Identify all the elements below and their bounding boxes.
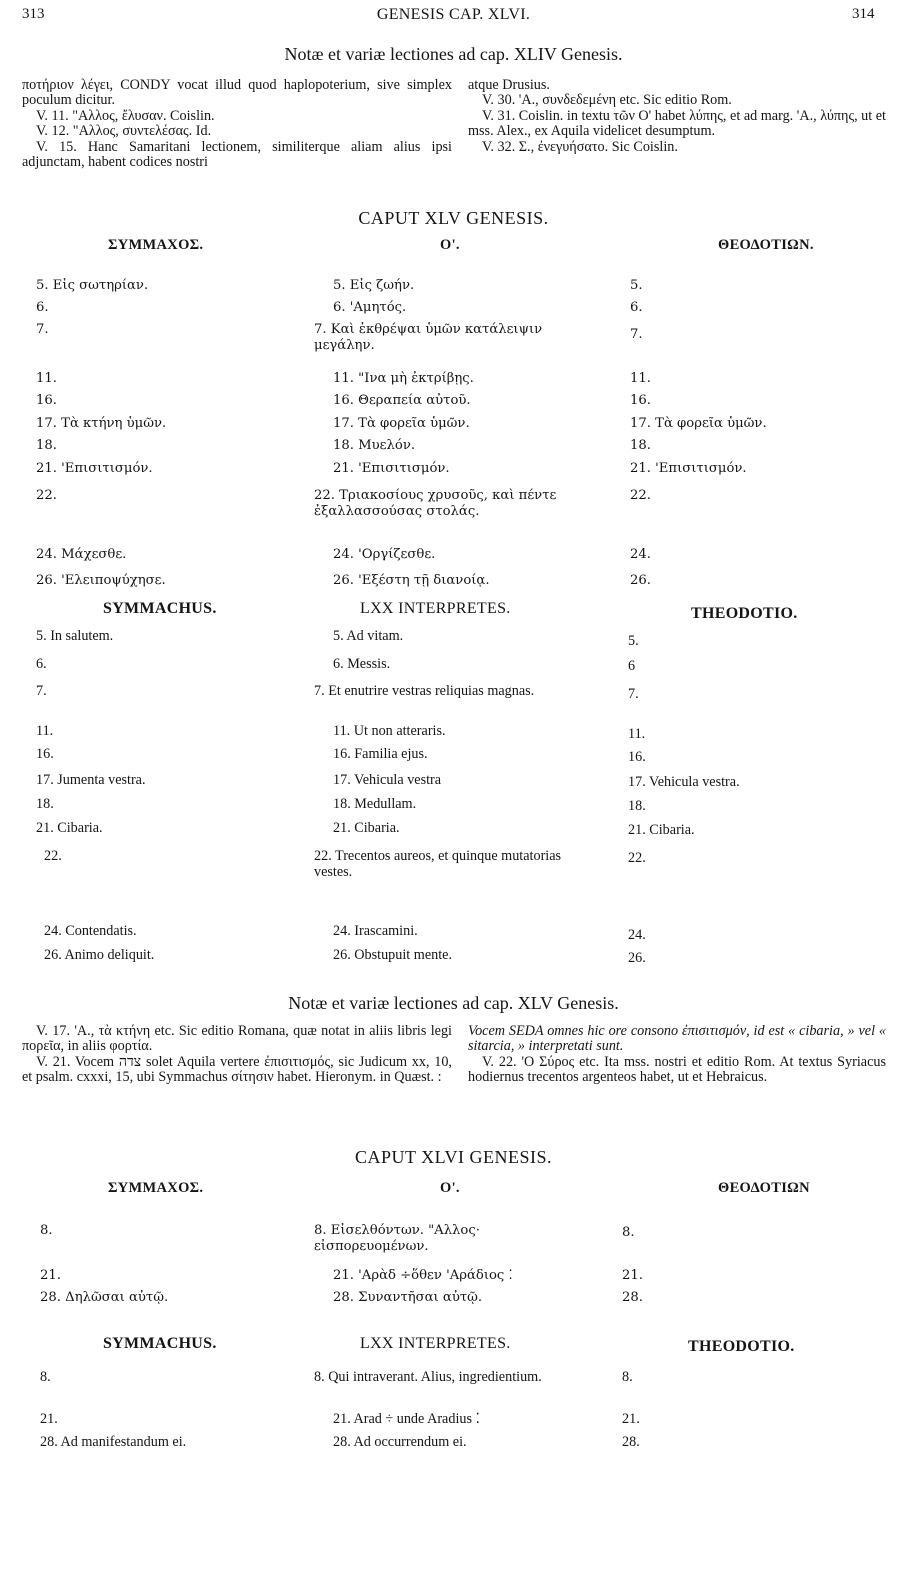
caput-45-latin-head-lxx: LXX INTERPRETES.: [360, 600, 511, 617]
caput-45-latin-head-symmachus: SYMMACHUS.: [103, 600, 217, 617]
table-cell: 18. Μυελόν.: [333, 438, 416, 453]
table-cell: 26.: [630, 573, 651, 588]
caput-46-latin-head-lxx: LXX INTERPRETES.: [360, 1335, 511, 1352]
caput-46-greek-head-theodotion: ΘΕΟΔΟΤΙΩΝ: [718, 1180, 810, 1196]
note-paragraph: atque Drusius.: [468, 77, 550, 93]
caput-46-greek-head-lxx: O'.: [440, 1180, 460, 1196]
table-cell: 18.: [628, 798, 646, 814]
table-cell: 28. Δηλῶσαι αὐτῷ.: [40, 1290, 169, 1305]
table-cell: 28. Ad manifestandum ei.: [40, 1434, 187, 1450]
table-cell: 18.: [36, 438, 57, 453]
table-cell: 22.: [630, 488, 651, 503]
table-cell: 22. Trecentos aureos, et quinque mutatorias vestes.: [314, 848, 562, 880]
table-cell: 28. Συναντῆσαι αὐτῷ.: [333, 1290, 483, 1305]
caput-46-title: CAPUT XLVI GENESIS.: [354, 1147, 553, 1167]
table-cell: 7.: [36, 683, 47, 699]
table-cell: 21. 'Επισιτισμόν.: [630, 461, 747, 476]
table-cell: 11.: [630, 371, 651, 386]
table-cell: 8.: [40, 1369, 51, 1385]
table-cell: 6.: [36, 300, 49, 315]
table-cell: 16.: [630, 393, 651, 408]
table-cell: 24.: [630, 547, 651, 562]
note-paragraph: V. 31. Coislin. in textu τῶν O' habet λύπης, et ad marg. 'Α., λύπης, ut et mss. Alex., ex Aquila videlicet desumptum.: [468, 107, 886, 140]
note-paragraph: V. 12. "Αλλος, συντελέσας. Id.: [36, 123, 212, 140]
running-title: GENESIS CAP. XLVI.: [376, 6, 531, 23]
table-cell: 21.: [40, 1411, 58, 1427]
table-cell: 22.: [36, 488, 57, 503]
table-cell: 11. "Ινα μὴ ἐκτρίβῃς.: [333, 371, 474, 386]
table-cell: 24. Μάχεσθε.: [36, 547, 127, 562]
table-cell: 21. 'Επισιτισμόν.: [36, 461, 153, 476]
page-number-right: 314: [852, 6, 875, 22]
table-cell: 26. Animo deliquit.: [44, 947, 155, 963]
table-cell: 21. 'Επισιτισμόν.: [333, 461, 450, 476]
table-cell: 24. 'Οργίζεσθε.: [333, 547, 436, 562]
table-cell: 6.: [630, 300, 643, 315]
caput-46-greek-head-symmachus: ΣΥΜΜΑΧΟΣ.: [108, 1180, 204, 1196]
table-cell: 16.: [36, 746, 54, 762]
table-cell: 8.: [40, 1223, 53, 1238]
note-paragraph: V. 17. 'Α., τὰ κτήνη etc. Sic editio Romana, quæ notat in aliis libris legi πορεῖα, in aliis φορτία.: [22, 1023, 452, 1055]
table-cell: 17. Τὰ φορεῖα ὑμῶν.: [630, 416, 767, 431]
caput-45-title: CAPUT XLV GENESIS.: [358, 208, 549, 228]
table-cell: 5. Ad vitam.: [333, 628, 404, 644]
table-cell: 7.: [36, 322, 49, 337]
caput-46-latin-head-symmachus: SYMMACHUS.: [103, 1335, 217, 1352]
table-cell: 5.: [628, 633, 639, 649]
note-paragraph: V. 21. Vocem צדה solet Aquila vertere ἐπισιτισμός, sic Judicum xx, 10, et psalm. cxxxi, 15, ubi Symmachus σίτησιν habet. Hieronym. in Quæst. :: [22, 1053, 452, 1086]
table-cell: 22. Τριακοσίους χρυσοῦς, καὶ πέντε ἐξαλλασσούσας στολάς.: [314, 488, 557, 519]
table-cell: 21.: [622, 1268, 643, 1283]
note-paragraph: ποτήριον λέγει, CONDY vocat illud quod haplopoterium, sive simplex poculum dicitur.: [22, 77, 452, 109]
table-cell: 16. Θεραπεία αὐτοῦ.: [333, 393, 471, 408]
notes-45-left-column: [22, 1024, 452, 1086]
table-cell: 17. Τὰ κτήνη ὑμῶν.: [36, 416, 167, 431]
table-cell: 21. Cibaria.: [628, 822, 695, 838]
caput-45-greek-head-lxx: O'.: [440, 237, 460, 253]
table-cell: 21. Arad ÷ unde Aradius ⁚: [333, 1411, 481, 1427]
table-cell: 24.: [628, 927, 646, 943]
table-cell: 8.: [622, 1225, 635, 1240]
table-cell: 6. 'Αμητός.: [333, 300, 407, 315]
table-cell: 16.: [36, 393, 57, 408]
table-cell: 21. Cibaria.: [333, 820, 400, 836]
caput-45-greek-head-symmachus: ΣΥΜΜΑΧΟΣ.: [108, 237, 204, 253]
table-cell: 5. In salutem.: [36, 628, 114, 644]
table-cell: 28. Ad occurrendum ei.: [333, 1434, 467, 1450]
note-paragraph: V. 11. "Αλλος, ἔλυσαν. Coislin.: [36, 107, 215, 124]
caput-46-latin-head-theodotio: THEODOTIO.: [688, 1338, 795, 1355]
table-cell: 7.: [628, 686, 639, 702]
note-paragraph: Vocem SEDA omnes hic ore consono ἐπισιτισμόν, id est « cibaria, » vel « sitarcia, » interpretati sunt.: [468, 1023, 886, 1055]
table-cell: 5.: [630, 278, 643, 293]
table-cell: 16.: [628, 749, 646, 765]
table-cell: 8. Εἰσελθόντων. "Αλλος· εἰσπορευομένων.: [314, 1223, 480, 1254]
table-cell: 6: [628, 658, 636, 674]
table-cell: 6. Messis.: [333, 656, 391, 672]
notes-45-right-column: [468, 1024, 886, 1086]
table-cell: 7. Καὶ ἐκθρέψαι ὑμῶν κατάλειψιν μεγάλην.: [314, 322, 543, 353]
caput-45-greek-head-theodotion: ΘΕΟΔΟΤΙΩΝ.: [718, 237, 814, 253]
table-cell: 17. Vehicula vestra.: [628, 774, 740, 790]
table-cell: 26. 'Εξέστη τῇ διανοίᾳ.: [333, 573, 490, 588]
table-cell: 21. Cibaria.: [36, 820, 103, 836]
table-cell: 26. Obstupuit mente.: [333, 947, 453, 963]
table-cell: 18. Medullam.: [333, 796, 417, 812]
note-paragraph: V. 22. 'Ο Σύρος etc. Ita mss. nostri et editio Rom. At textus Syriacus hodiernus trecentos argenteos habet, ut et Hebraicus.: [468, 1053, 886, 1086]
table-cell: 7. Et enutrire vestras reliquias magnas.: [314, 683, 535, 699]
table-cell: 18.: [630, 438, 651, 453]
note-paragraph: V. 30. 'Α., συνδεδεμένη etc. Sic editio Rom.: [482, 92, 732, 109]
table-cell: 26.: [628, 950, 646, 966]
page-number-left: 313: [22, 6, 45, 22]
table-cell: 11.: [36, 371, 57, 386]
table-cell: 17. Vehicula vestra: [333, 772, 442, 788]
table-cell: 11. Ut non atteraris.: [333, 723, 446, 739]
table-cell: 17. Τὰ φορεῖα ὑμῶν.: [333, 416, 470, 431]
table-cell: 5. Εἰς ζωήν.: [333, 278, 415, 293]
table-cell: 21. 'Αρὰδ ÷ὅθεν 'Αράδιος ⁚: [333, 1268, 513, 1283]
notes-44-title: Notæ et variæ lectiones ad cap. XLIV Genesis.: [284, 44, 623, 64]
note-paragraph: V. 32. Σ., ἐνεγυήσατο. Sic Coislin.: [482, 138, 678, 155]
table-cell: 7.: [630, 327, 643, 342]
note-paragraph: V. 15. Hanc Samaritani lectionem, similiterque aliam alius ipsi adjunctam, habent codices nostri: [22, 138, 452, 171]
table-cell: 6.: [36, 656, 47, 672]
table-cell: 21.: [40, 1268, 61, 1283]
table-cell: 5. Εἰς σωτηρίαν.: [36, 278, 149, 293]
table-cell: 24. Irascamini.: [333, 923, 418, 939]
table-cell: 18.: [36, 796, 54, 812]
table-cell: 22.: [628, 850, 646, 866]
notes-44-right-column: [468, 78, 886, 155]
notes-44-left-column: [22, 78, 452, 170]
table-cell: 8. Qui intraverant. Alius, ingredientium.: [314, 1369, 542, 1385]
table-cell: 8.: [622, 1369, 633, 1385]
table-cell: 22.: [44, 848, 62, 864]
table-cell: 26. 'Ελειποψύχησε.: [36, 573, 166, 588]
table-cell: 11.: [628, 726, 646, 742]
table-cell: 21.: [622, 1411, 640, 1427]
table-cell: 28.: [622, 1290, 643, 1305]
caput-45-latin-head-theodotio: THEODOTIO.: [691, 605, 798, 622]
notes-45-title: Notæ et variæ lectiones ad cap. XLV Genesis.: [288, 993, 619, 1013]
table-cell: 16. Familia ejus.: [333, 746, 428, 762]
table-cell: 17. Jumenta vestra.: [36, 772, 146, 788]
table-cell: 24. Contendatis.: [44, 923, 137, 939]
table-cell: 11.: [36, 723, 54, 739]
table-cell: 28.: [622, 1434, 640, 1450]
